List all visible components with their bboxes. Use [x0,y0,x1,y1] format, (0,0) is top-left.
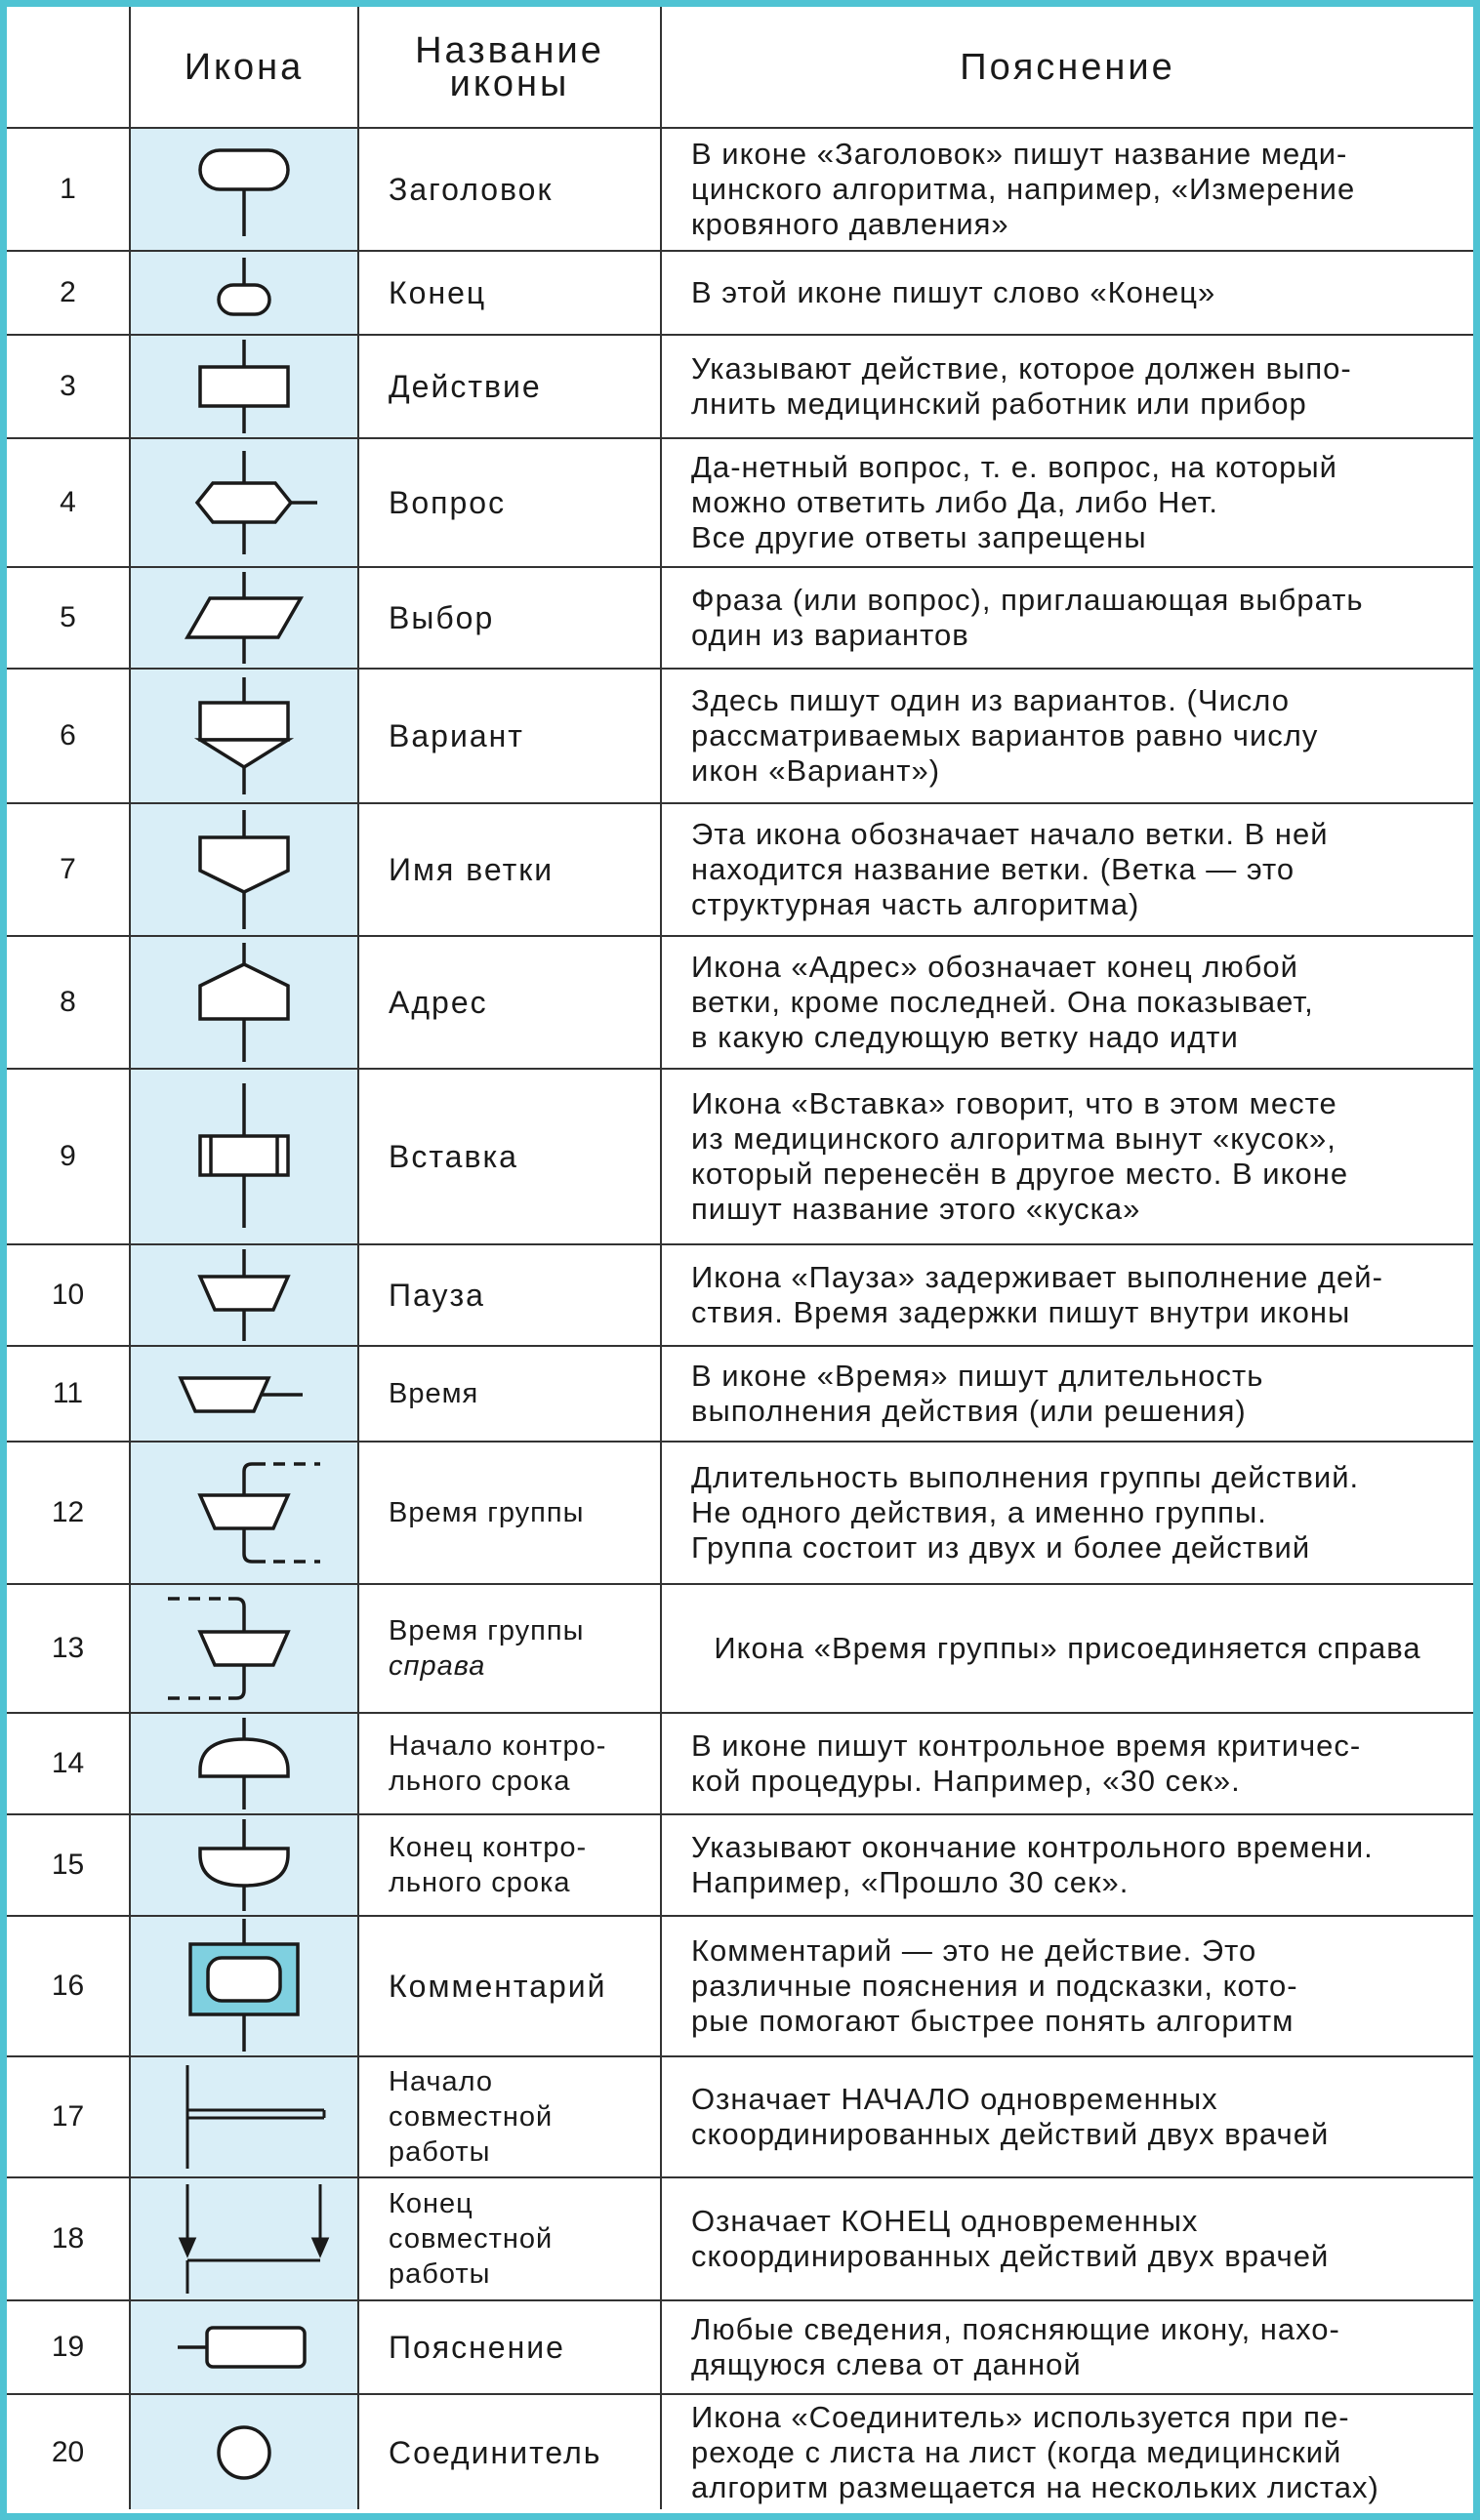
icon-name: Действие [358,335,661,438]
icon-description: Указывают действие, которое должен выпо- лнить медицинский работник или прибор [661,335,1473,438]
icon-description: Означает НАЧАЛО одновременных скоординированных действий двух врачей [661,2056,1473,2177]
table-row [7,128,1473,251]
table-row [7,936,1473,1069]
table-row [7,803,1473,936]
icon-name: Соединитель [358,2394,661,2509]
icon-description: Икона «Адрес» обозначает конец любой ветки, кроме последней. Она показывает, в какую следующую ветку надо идти [661,936,1473,1069]
table-row [7,251,1473,335]
group-time-icon [146,1443,342,1583]
table-row [7,2056,1473,2177]
row-number: 7 [7,803,130,936]
icon-name: Время группы [389,1615,585,1646]
action-rectangle-icon [146,336,342,437]
terminator-end-icon [146,252,342,334]
icon-description: Икона «Время группы» присоединяется справа [661,1584,1473,1713]
group-time-right-icon [146,1585,342,1712]
icon-name: Вставка [358,1069,661,1244]
table-row [7,2177,1473,2300]
control-end-icon [146,1815,342,1915]
icon-name: Вопрос [358,438,661,567]
row-number: 11 [7,1346,130,1442]
connector-circle-icon [146,2396,342,2509]
row-number: 2 [7,251,130,335]
row-number: 3 [7,335,130,438]
table-row [7,1442,1473,1584]
header-row [7,7,1473,128]
icon-description: Икона «Соединитель» используется при пе- реходе с листа на лист (когда медицинский алгоритм размещается на нескольких листах) [661,2394,1473,2509]
table-row [7,669,1473,803]
time-trapezoid-icon [146,1347,342,1441]
icon-name-qualifier: справа [389,1650,486,1682]
icon-description: Длительность выполнения группы действий. Не одного действия, а именно группы. Группа состоит из двух и более действий [661,1442,1473,1584]
address-icon [146,937,342,1068]
header-icon: Икона [130,7,358,128]
table-row [7,567,1473,669]
row-number: 17 [7,2056,130,2177]
icon-description: Комментарий — это не действие. Это различные пояснения и подсказки, кото- рые помогают быстрее понять алгоритм [661,1916,1473,2056]
icon-description: Икона «Вставка» говорит, что в этом месте из медицинского алгоритма вынут «кусок», который перенесён в другое место. В иконе пишут название этого «куска» [661,1069,1473,1244]
control-start-icon [146,1714,342,1813]
icon-name: Конец контро- льного срока [358,1814,661,1916]
variant-icon [146,670,342,802]
icon-description: Икона «Пауза» задерживает выполнение дей- ствия. Время задержки пишут внутри иконы [661,1244,1473,1346]
header-num [7,7,130,128]
icon-name: Пояснение [358,2300,661,2394]
comment-icon [146,1917,342,2055]
row-number: 1 [7,128,130,251]
icon-name: Время [358,1346,661,1442]
icon-name: Пауза [358,1244,661,1346]
icon-name: Время группы [358,1442,661,1584]
icon-description: В иконе «Заголовок» пишут название меди- цинского алгоритма, например, «Измерение кровяного давления» [661,128,1473,251]
table-row [7,1713,1473,1814]
table-row [7,1584,1473,1713]
table-row [7,1814,1473,1916]
header-name-text: Название иконы [415,29,604,104]
table-row [7,438,1473,567]
icon-description: Фраза (или вопрос), приглашающая выбрать один из вариантов [661,567,1473,669]
icon-name: Начало совместной работы [358,2056,661,2177]
row-number: 20 [7,2394,130,2509]
table-row [7,2300,1473,2394]
icon-description: В иконе пишут контрольное время критичес- кой процедуры. Например, «30 сек». [661,1713,1473,1814]
table-row [7,1069,1473,1244]
branch-name-icon [146,804,342,935]
icon-description: В этой иконе пишут слово «Конец» [661,251,1473,335]
icon-name: Конец [358,251,661,335]
header-name [358,7,661,128]
terminator-header-icon [146,129,342,250]
insert-icon [146,1070,342,1243]
row-number: 5 [7,567,130,669]
icon-name: Конец совместной работы [358,2177,661,2300]
question-hexagon-icon [146,439,342,566]
pause-trapezoid-icon [146,1245,342,1345]
icon-description: Да-нетный вопрос, т. е. вопрос, на который можно ответить либо Да, либо Нет. Все другие ответы запрещены [661,438,1473,567]
row-number: 18 [7,2177,130,2300]
joint-work-end-icon [146,2178,342,2299]
row-number: 6 [7,669,130,803]
row-number: 13 [7,1584,130,1713]
icon-description: Здесь пишут один из вариантов. (Число рассматриваемых вариантов равно числу икон «Вариант») [661,669,1473,803]
table-row [7,1916,1473,2056]
icon-name: Комментарий [358,1916,661,2056]
icon-description: Указывают окончание контрольного времени. Например, «Прошло 30 сек». [661,1814,1473,1916]
icon-description: В иконе «Время» пишут длительность выполнения действия (или решения) [661,1346,1473,1442]
row-number: 4 [7,438,130,567]
icon-description: Означает КОНЕЦ одновременных скоординированных действий двух врачей [661,2177,1473,2300]
row-number: 10 [7,1244,130,1346]
row-number: 9 [7,1069,130,1244]
row-number: 14 [7,1713,130,1814]
icon-description: Любые сведения, поясняющие икону, нахо- дящуюся слева от данной [661,2300,1473,2394]
icon-name: Имя ветки [358,803,661,936]
icon-name: Заголовок [358,128,661,251]
row-number: 19 [7,2300,130,2394]
table-row [7,335,1473,438]
icon-name: Начало контро- льного срока [358,1713,661,1814]
header-desc: Пояснение [661,7,1473,128]
icon-name: Выбор [358,567,661,669]
row-number: 15 [7,1814,130,1916]
icon-description: Эта икона обозначает начало ветки. В ней находится название ветки. (Ветка — это структурная часть алгоритма) [661,803,1473,936]
icon-name: Адрес [358,936,661,1069]
icon-name: Вариант [358,669,661,803]
row-number: 8 [7,936,130,1069]
table-row [7,1346,1473,1442]
icons-table [7,7,1473,2509]
annotation-icon [146,2301,342,2393]
choice-parallelogram-icon [146,568,342,668]
joint-work-start-icon [146,2057,342,2176]
table-row [7,2394,1473,2509]
row-number: 16 [7,1916,130,2056]
table-row [7,1244,1473,1346]
row-number: 12 [7,1442,130,1584]
